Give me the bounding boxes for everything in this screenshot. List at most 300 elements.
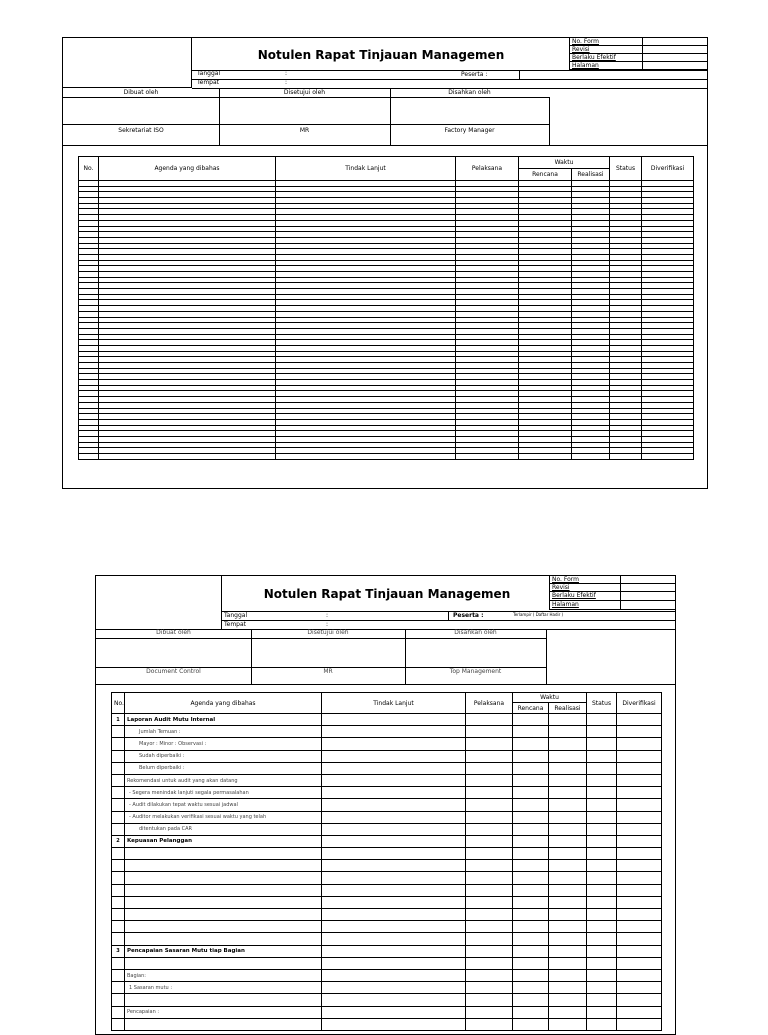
row-number	[112, 799, 125, 811]
table-cell	[466, 750, 513, 762]
table-row	[112, 799, 662, 811]
table-row	[112, 750, 662, 762]
agenda-cell	[125, 848, 322, 860]
agenda-cell: Belum diperbaiki :	[125, 762, 322, 774]
table-cell	[466, 884, 513, 896]
table-cell	[513, 835, 549, 847]
agenda-cell: 1 Sasaran mutu :	[125, 982, 322, 994]
meta-berlaku: Berlaku Efektif	[572, 53, 616, 61]
table-cell	[322, 860, 466, 872]
table-cell	[466, 726, 513, 738]
table-cell	[549, 909, 587, 921]
row-number	[112, 933, 125, 945]
table-cell	[549, 714, 587, 726]
sign-dibuat-name: Sekretariat ISO	[118, 127, 164, 134]
tempat-colon: :	[285, 79, 288, 86]
table-cell	[513, 860, 549, 872]
agenda-cell	[125, 884, 322, 896]
row-number	[112, 982, 125, 994]
row-number	[112, 811, 125, 823]
meta-revisi: Revisi	[572, 45, 590, 53]
filled-form	[95, 575, 676, 1035]
table-cell	[549, 750, 587, 762]
table-cell	[513, 762, 549, 774]
table-cell	[322, 909, 466, 921]
col-tindak-lanjut: Tindak Lanjut	[276, 157, 456, 181]
tanggal-colon: :	[285, 70, 288, 77]
table-cell	[587, 774, 617, 786]
table-cell	[322, 969, 466, 981]
table-cell	[617, 1018, 662, 1030]
table-row	[112, 994, 662, 1006]
meta-berlaku: Berlaku Efektif	[552, 592, 596, 599]
table-cell	[322, 787, 466, 799]
table-cell	[466, 945, 513, 957]
form-title: Notulen Rapat Tinjauan Managemen	[257, 48, 505, 62]
table-cell	[466, 909, 513, 921]
table-cell	[466, 774, 513, 786]
table-cell	[322, 1018, 466, 1030]
table-cell	[587, 848, 617, 860]
table-cell	[617, 835, 662, 847]
table-cell	[322, 714, 466, 726]
table-cell	[466, 872, 513, 884]
row-number	[112, 1018, 125, 1030]
table-row	[112, 726, 662, 738]
col-status: Status	[587, 693, 617, 714]
table-cell	[513, 872, 549, 884]
table-cell	[322, 872, 466, 884]
table-cell	[587, 787, 617, 799]
agenda-cell: - Auditor melakukan verifikasi sesuai waktu yang telah	[125, 811, 322, 823]
table-cell	[513, 738, 549, 750]
row-number	[112, 896, 125, 908]
table-cell	[549, 1006, 587, 1018]
table-cell	[587, 835, 617, 847]
col-rencana: Rencana	[519, 169, 572, 181]
table-row	[112, 738, 662, 750]
col-tindak-lanjut: Tindak Lanjut	[322, 693, 466, 714]
logo-box	[96, 576, 222, 630]
table-cell	[572, 454, 610, 460]
peserta-value: Terlampir ( Daftar Hadir )	[513, 612, 564, 617]
col-pelaksana: Pelaksana	[466, 693, 513, 714]
table-cell	[549, 1018, 587, 1030]
table-cell	[549, 774, 587, 786]
tanggal-colon: :	[326, 612, 329, 619]
table-cell	[617, 738, 662, 750]
table-cell	[513, 811, 549, 823]
table-cell	[322, 957, 466, 969]
table-row	[112, 957, 662, 969]
meta-no-form: No. Form	[572, 37, 599, 45]
table-cell	[513, 823, 549, 835]
agenda-cell: Bagian:	[125, 969, 322, 981]
table-cell	[549, 799, 587, 811]
logo-box	[63, 38, 192, 88]
sign-disahkan-name: Factory Manager	[444, 127, 495, 134]
table-cell	[617, 787, 662, 799]
table-cell	[587, 957, 617, 969]
table-cell	[513, 969, 549, 981]
table-cell	[617, 945, 662, 957]
table-cell	[617, 909, 662, 921]
table-cell	[513, 994, 549, 1006]
sign-dibuat-label: Dibuat oleh	[156, 629, 191, 636]
table-cell	[549, 848, 587, 860]
table-cell	[513, 714, 549, 726]
table-cell	[549, 957, 587, 969]
col-diverifikasi: Diverifikasi	[642, 157, 694, 181]
table-cell	[513, 921, 549, 933]
table-cell	[587, 1006, 617, 1018]
table-cell	[610, 454, 642, 460]
table-cell	[617, 1006, 662, 1018]
table-row	[112, 774, 662, 786]
row-number	[112, 787, 125, 799]
table-cell	[549, 994, 587, 1006]
agenda-cell: ditentukan pada CAR	[125, 823, 322, 835]
table-cell	[322, 896, 466, 908]
table-cell	[617, 726, 662, 738]
table-row	[112, 982, 662, 994]
col-waktu: Waktu	[513, 693, 587, 703]
table-row	[112, 714, 662, 726]
sign-dibuat-label: Dibuat oleh	[123, 89, 159, 96]
table-cell	[549, 738, 587, 750]
table-cell	[322, 933, 466, 945]
table-cell	[322, 774, 466, 786]
sign-disahkan-label: Disahkan oleh	[448, 89, 491, 96]
table-cell	[322, 884, 466, 896]
form-meta	[549, 576, 676, 610]
table-cell	[587, 994, 617, 1006]
table-cell	[617, 994, 662, 1006]
table-row	[112, 811, 662, 823]
tanggal-label: Tanggal	[224, 612, 248, 619]
table-cell	[466, 738, 513, 750]
table-cell	[466, 896, 513, 908]
table-cell	[466, 860, 513, 872]
table-cell	[617, 823, 662, 835]
agenda-cell	[125, 933, 322, 945]
table-cell	[587, 921, 617, 933]
table-cell	[587, 750, 617, 762]
table-cell	[466, 933, 513, 945]
table-cell	[587, 726, 617, 738]
table-cell	[549, 945, 587, 957]
table-cell	[617, 848, 662, 860]
table-cell	[513, 982, 549, 994]
table-cell	[322, 750, 466, 762]
table-cell	[617, 811, 662, 823]
table-cell	[513, 933, 549, 945]
col-no: No.	[112, 693, 125, 714]
table-row	[112, 933, 662, 945]
table-cell	[549, 787, 587, 799]
row-number	[112, 921, 125, 933]
table-cell	[466, 957, 513, 969]
row-number	[112, 774, 125, 786]
table-cell	[513, 957, 549, 969]
agenda-cell: Sudah diperbaiki :	[125, 750, 322, 762]
form-meta	[569, 38, 708, 70]
tanggal-label: Tanggal	[197, 70, 221, 77]
row-number	[112, 994, 125, 1006]
table-cell	[587, 982, 617, 994]
table-cell	[322, 1006, 466, 1018]
table-cell	[513, 884, 549, 896]
agenda-cell: Mayor : Minor : Observasi :	[125, 738, 322, 750]
table-cell	[513, 896, 549, 908]
table-row	[112, 823, 662, 835]
col-rencana: Rencana	[513, 703, 549, 714]
table-row	[79, 454, 694, 460]
table-cell	[587, 969, 617, 981]
meta-halaman: Halaman	[572, 61, 599, 69]
table-cell	[617, 957, 662, 969]
table-cell	[587, 811, 617, 823]
table-cell	[513, 945, 549, 957]
table-cell	[513, 726, 549, 738]
table-cell	[617, 750, 662, 762]
table-row	[112, 884, 662, 896]
sign-disetujui-label: Disetujui oleh	[307, 629, 349, 636]
col-status: Status	[610, 157, 642, 181]
table-cell	[513, 787, 549, 799]
table-row	[112, 1018, 662, 1030]
table-row	[112, 872, 662, 884]
table-cell	[466, 823, 513, 835]
agenda-cell: Pencapaian :	[125, 1006, 322, 1018]
table-row	[112, 969, 662, 981]
sign-disahkan-label: Disahkan oleh	[454, 629, 497, 636]
table-cell	[642, 454, 694, 460]
sign-dibuat-name: Document Control	[146, 668, 201, 675]
agenda-cell: Kepuasan Pelanggan	[125, 835, 322, 847]
sign-disetujui-label: Disetujui oleh	[283, 89, 326, 96]
table-cell	[322, 762, 466, 774]
table-cell	[276, 454, 456, 460]
table-cell	[617, 762, 662, 774]
table-row	[112, 945, 662, 957]
table-row	[112, 848, 662, 860]
agenda-cell: - Audit dilakukan tepat waktu sesuai jadwal	[125, 799, 322, 811]
agenda-table	[78, 156, 694, 460]
row-number	[112, 750, 125, 762]
table-cell	[549, 811, 587, 823]
row-number	[112, 823, 125, 835]
row-number: 2	[112, 835, 125, 847]
table-cell	[617, 872, 662, 884]
table-cell	[466, 969, 513, 981]
agenda-cell	[125, 896, 322, 908]
table-cell	[617, 860, 662, 872]
row-number: 1	[112, 714, 125, 726]
sign-disetujui-name: MR	[323, 668, 333, 675]
table-cell	[617, 799, 662, 811]
table-cell	[549, 896, 587, 908]
table-row	[112, 1006, 662, 1018]
table-cell	[617, 933, 662, 945]
table-cell	[99, 454, 276, 460]
agenda-cell	[125, 994, 322, 1006]
row-number	[112, 909, 125, 921]
tempat-colon: :	[326, 621, 329, 628]
meta-halaman: Halaman	[552, 601, 579, 608]
table-row	[112, 835, 662, 847]
table-cell	[617, 884, 662, 896]
table-cell	[617, 921, 662, 933]
row-number	[112, 762, 125, 774]
row-number	[112, 860, 125, 872]
table-cell	[466, 1006, 513, 1018]
table-cell	[587, 1018, 617, 1030]
table-cell	[513, 848, 549, 860]
table-cell	[587, 799, 617, 811]
col-agenda: Agenda yang dibahas	[125, 693, 322, 714]
table-cell	[466, 787, 513, 799]
table-cell	[466, 994, 513, 1006]
table-cell	[587, 714, 617, 726]
table-cell	[587, 738, 617, 750]
row-number	[112, 957, 125, 969]
table-cell	[322, 799, 466, 811]
row-number	[112, 726, 125, 738]
table-cell	[513, 799, 549, 811]
col-diverifikasi: Diverifikasi	[617, 693, 662, 714]
row-number	[112, 1006, 125, 1018]
table-cell	[466, 714, 513, 726]
form-title: Notulen Rapat Tinjauan Managemen	[263, 587, 511, 601]
sign-disahkan-name: Top Management	[449, 668, 502, 675]
table-cell	[322, 823, 466, 835]
table-cell	[466, 799, 513, 811]
col-pelaksana: Pelaksana	[456, 157, 519, 181]
table-cell	[587, 909, 617, 921]
table-cell	[617, 774, 662, 786]
table-cell	[322, 835, 466, 847]
table-cell	[549, 884, 587, 896]
peserta-label: Peserta :	[453, 612, 484, 619]
table-cell	[549, 969, 587, 981]
table-cell	[466, 1018, 513, 1030]
table-cell	[549, 933, 587, 945]
meta-no-form: No. Form	[552, 575, 579, 583]
table-cell	[519, 454, 572, 460]
agenda-cell: Laporan Audit Mutu Internal	[125, 714, 322, 726]
table-cell	[587, 872, 617, 884]
table-cell	[587, 896, 617, 908]
table-cell	[549, 762, 587, 774]
tempat-label: Tempat	[197, 79, 220, 86]
table-row	[112, 860, 662, 872]
table-cell	[466, 762, 513, 774]
row-number	[112, 884, 125, 896]
table-cell	[587, 762, 617, 774]
table-cell	[617, 969, 662, 981]
table-cell	[617, 896, 662, 908]
table-row	[112, 787, 662, 799]
row-number	[112, 738, 125, 750]
table-cell	[513, 909, 549, 921]
table-row	[112, 909, 662, 921]
table-cell	[549, 726, 587, 738]
table-cell	[466, 811, 513, 823]
table-cell	[549, 872, 587, 884]
agenda-cell: Pencapaian Sasaran Mutu tiap Bagian	[125, 945, 322, 957]
agenda-cell: Rekomendasi untuk audit yang akan datang	[125, 774, 322, 786]
table-cell	[322, 738, 466, 750]
agenda-table	[111, 692, 662, 1031]
meta-revisi: Revisi	[552, 583, 570, 591]
agenda-cell	[125, 1018, 322, 1030]
col-no: No.	[79, 157, 99, 181]
table-cell	[322, 994, 466, 1006]
row-number	[112, 872, 125, 884]
blank-form	[62, 37, 708, 489]
table-cell	[587, 884, 617, 896]
agenda-cell	[125, 860, 322, 872]
col-realisasi: Realisasi	[549, 703, 587, 714]
table-row	[112, 921, 662, 933]
table-cell	[466, 835, 513, 847]
table-cell	[617, 982, 662, 994]
table-cell	[549, 921, 587, 933]
table-cell	[322, 811, 466, 823]
agenda-cell	[125, 909, 322, 921]
peserta-label: Peserta :	[461, 71, 488, 78]
table-cell	[513, 774, 549, 786]
table-cell	[549, 982, 587, 994]
agenda-cell: - Segera menindak lanjuti segala permasalahan	[125, 787, 322, 799]
table-cell	[466, 982, 513, 994]
table-cell	[79, 454, 99, 460]
table-cell	[456, 454, 519, 460]
agenda-cell	[125, 957, 322, 969]
table-cell	[322, 982, 466, 994]
table-row	[112, 762, 662, 774]
table-cell	[549, 823, 587, 835]
table-cell	[322, 945, 466, 957]
table-cell	[322, 726, 466, 738]
sign-disetujui-name: MR	[299, 127, 310, 134]
agenda-cell	[125, 872, 322, 884]
table-row	[112, 896, 662, 908]
table-cell	[617, 714, 662, 726]
table-cell	[549, 835, 587, 847]
col-agenda: Agenda yang dibahas	[99, 157, 276, 181]
agenda-cell	[125, 921, 322, 933]
table-cell	[466, 848, 513, 860]
col-waktu: Waktu	[519, 157, 610, 169]
table-cell	[322, 921, 466, 933]
table-cell	[587, 933, 617, 945]
row-number	[112, 848, 125, 860]
table-cell	[513, 750, 549, 762]
row-number	[112, 969, 125, 981]
table-cell	[513, 1006, 549, 1018]
row-number: 3	[112, 945, 125, 957]
tempat-label: Tempat	[224, 621, 247, 628]
table-cell	[513, 1018, 549, 1030]
col-realisasi: Realisasi	[572, 169, 610, 181]
agenda-cell: Jumlah Temuan :	[125, 726, 322, 738]
table-cell	[466, 921, 513, 933]
table-cell	[587, 823, 617, 835]
table-cell	[549, 860, 587, 872]
table-cell	[322, 848, 466, 860]
